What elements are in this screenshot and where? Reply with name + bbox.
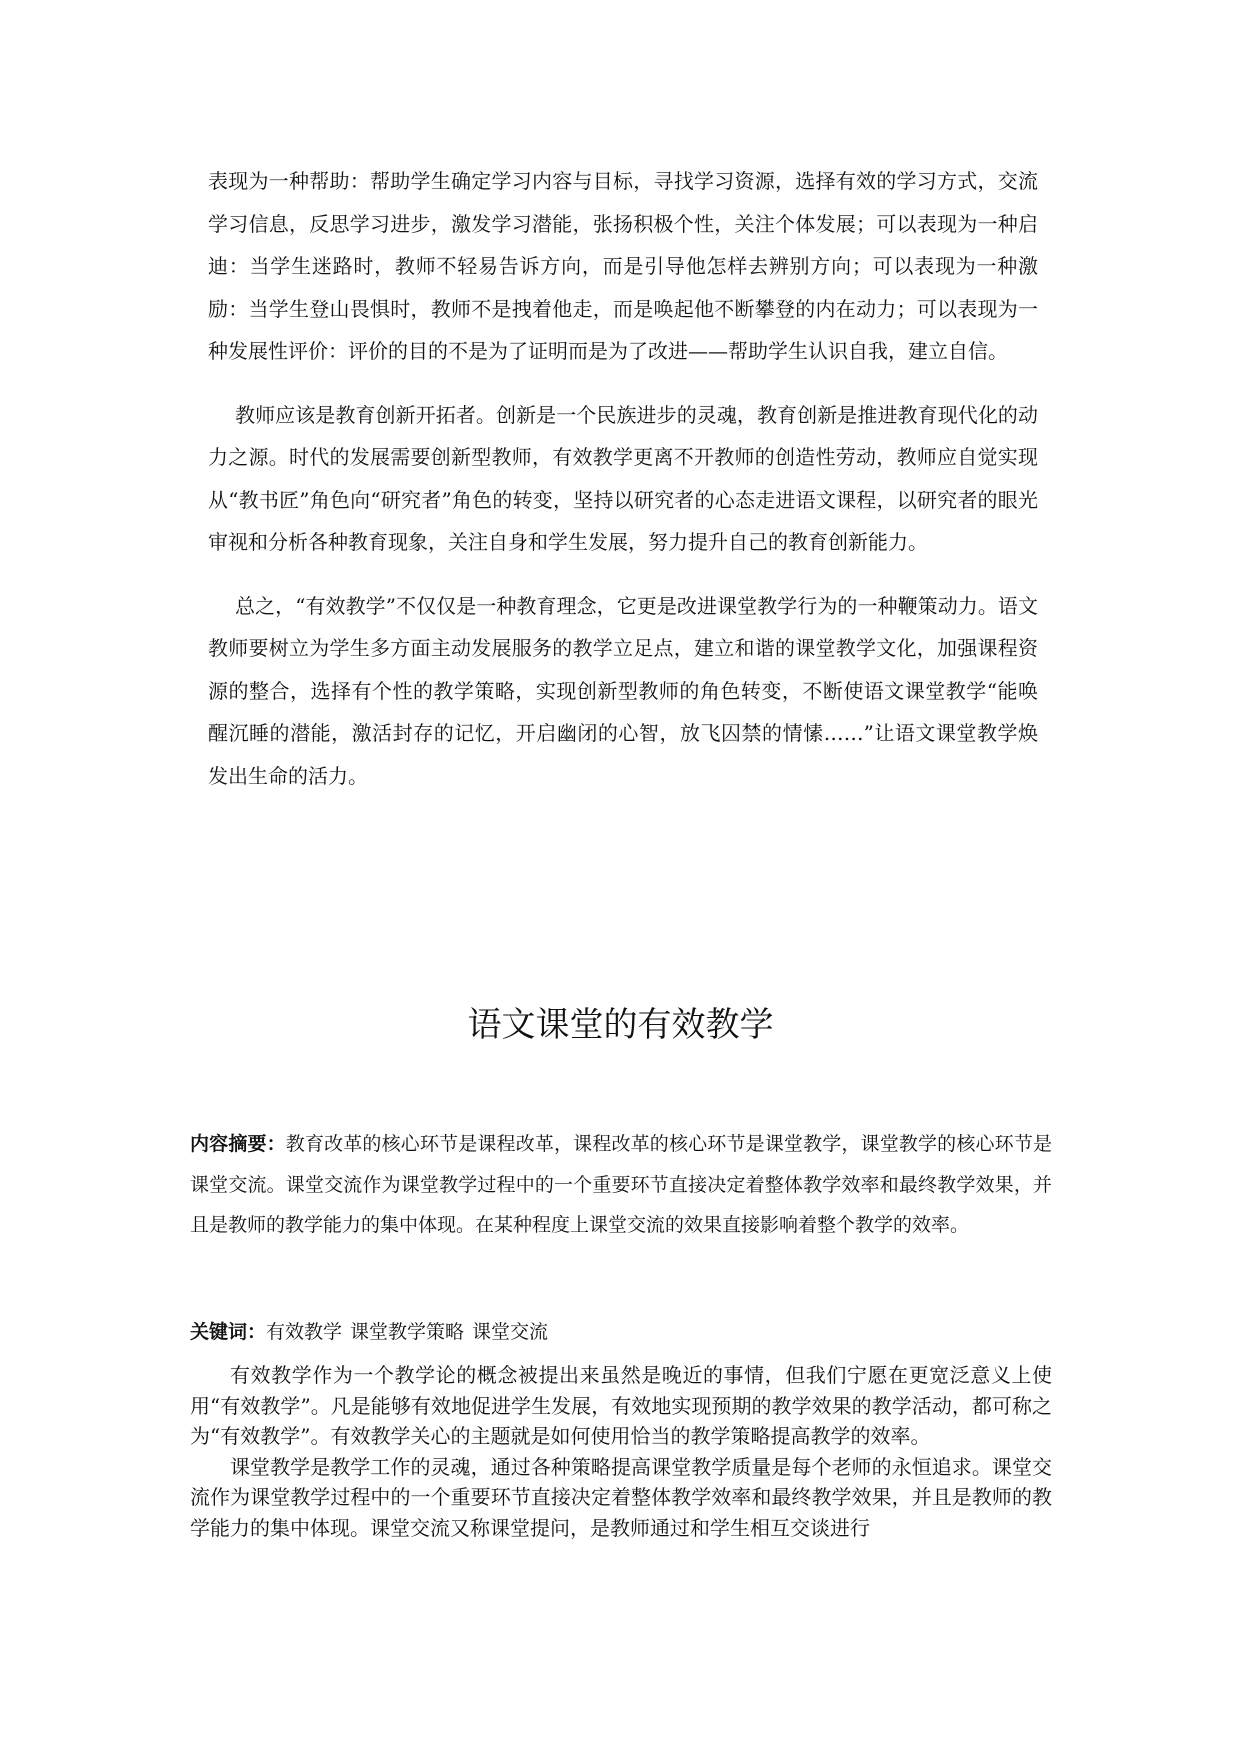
paragraph-teacher-roles: 表现为一种帮助：帮助学生确定学习内容与目标，寻找学习资源，选择有效的学习方式，交流学习信息，反思学习进步，激发学习潜能，张扬积极个性，关注个体发展；可以表现为一种启迪：当学生迷路时，教师不轻易告诉方向，而是引导他怎样去辨别方向；可以表现为一种激励：当学生登山畏惧时，教师不是拽着他走，而是唤起他不断攀登的内在动力；可以表现为一种发展性评价：评价的目的不是为了证明而是为了改进——帮助学生认识自我，建立自信。 — [208, 169, 1038, 363]
keyword: 课堂教学策略 — [350, 1321, 465, 1343]
abstract — [190, 1124, 1052, 1246]
article-title: 语文课堂的有效教学 — [467, 1005, 774, 1045]
paragraph-teacher-innovation: 教师应该是教育创新开拓者。创新是一个民族进步的灵魂，教育创新是推进教育现代化的动力之源。时代的发展需要创新型教师，有效教学更离不开教师的创造性劳动，教师应自觉实现从“教书匠”角色向“研究者”角色的转变，坚持以研究者的心态走进语文课程，以研究者的眼光审视和分析各种教育现象，关注自身和学生发展，努力提升自己的教育创新能力。 — [208, 402, 1038, 554]
body-paragraph-classroom-exchange: 课堂教学是教学工作的灵魂，通过各种策略提高课堂教学质量是每个老师的永恒追求。课堂交流作为课堂教学过程中的一个重要环节直接决定着整体教学效率和最终教学效果，并且是教师的教学能力的集中体现。课堂交流又称课堂提问，是教师通过和学生相互交谈进行 — [190, 1454, 1052, 1540]
article-body — [190, 1360, 1052, 1543]
paragraph-conclusion: 总之，“有效教学”不仅仅是一种教育理念，它更是改进课堂教学行为的一种鞭策动力。语文教师要树立为学生多方面主动发展服务的教学立足点，建立和谐的课堂教学文化，加强课程资源的整合，选择有个性的教学策略，实现创新型教师的角色转变，不断使语文课堂教学“能唤醒沉睡的潜能，激活封存的记忆，开启幽闭的心智，放飞囚禁的情愫……”让语文课堂教学焕发出生命的活力。 — [208, 593, 1038, 788]
keyword: 有效教学 — [266, 1321, 343, 1343]
keywords-line — [190, 1317, 1052, 1347]
keyword: 课堂交流 — [472, 1321, 549, 1343]
keywords-label: 关键词： — [190, 1321, 267, 1343]
abstract-label: 内容摘要： — [190, 1133, 286, 1155]
previous-article-section — [208, 160, 1038, 797]
abstract-text: 教育改革的核心环节是课程改革，课程改革的核心环节是课堂教学，课堂教学的核心环节是课堂交流。课堂交流作为课堂教学过程中的一个重要环节直接决定着整体教学效率和最终教学效果，并且是教师的教学能力的集中体现。在某种程度上课堂交流的效果直接影响着整个教学的效率。 — [190, 1133, 1052, 1236]
body-paragraph-effective-teaching: 有效教学作为一个教学论的概念被提出来虽然是晚近的事情，但我们宁愿在更宽泛意义上使用“有效教学”。凡是能够有效地促进学生发展，有效地实现预期的教学效果的教学活动，都可称之为“有效教学”。有效教学关心的主题就是如何使用恰当的教学策略提高教学的效率。 — [190, 1363, 1052, 1448]
